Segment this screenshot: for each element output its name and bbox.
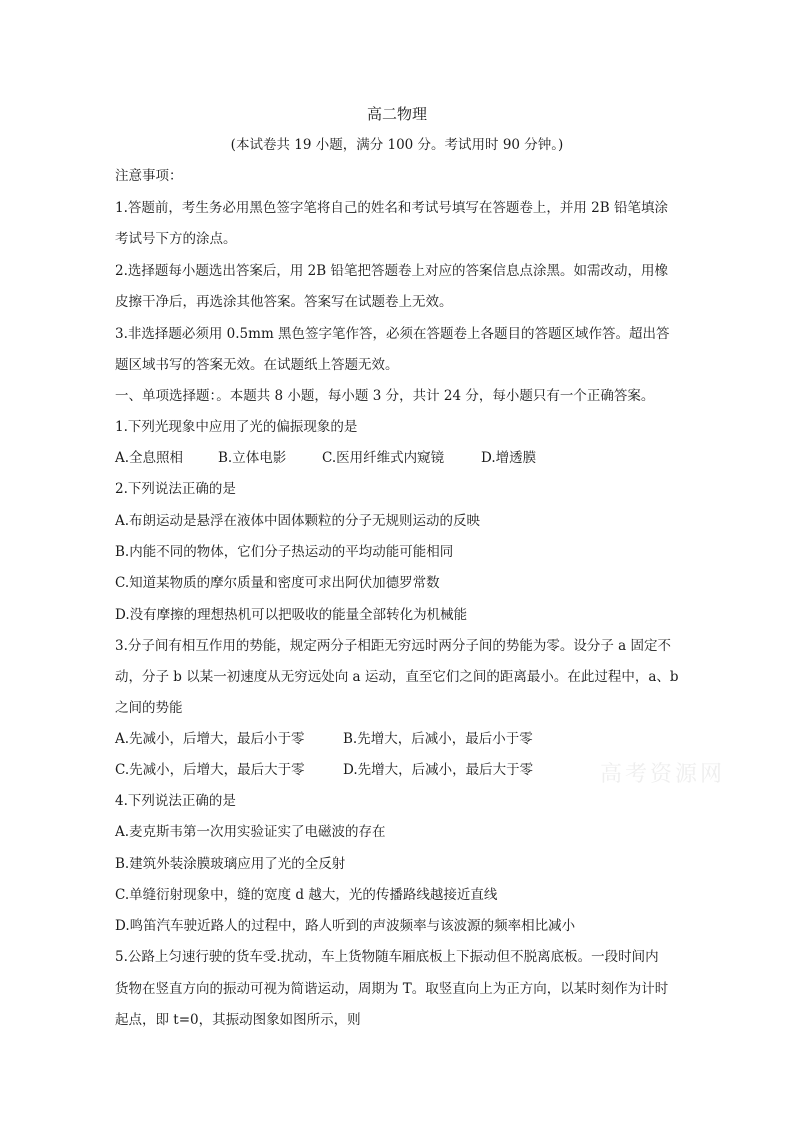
question-4-option-a: A.麦克斯韦第一次用实验证实了电磁波的存在 (115, 824, 386, 840)
question-2-option-d: D.没有摩擦的理想热机可以把吸收的能量全部转化为机械能 (115, 607, 468, 623)
question-3-option-d: D.先增大，后减小，最后大于零 (343, 762, 534, 778)
page-title: 高二物理 (366, 105, 427, 123)
question-3-option-a: A.先减小，后增大，最后小于零 (115, 731, 305, 747)
question-2-option-a: A.布朗运动是悬浮在液体中固体颗粒的分子无规则运动的反映 (115, 513, 481, 529)
question-1-option-b: B.立体电影 (218, 450, 287, 466)
watermark-text: 高考资源网 (600, 762, 726, 787)
question-3-option-c: C.先减小，后增大，最后大于零 (115, 762, 305, 778)
question-1-stem: 1.下列光现象中应用了光的偏振现象的是 (115, 419, 358, 435)
question-5-stem-line: 5.公路上匀速行驶的货车受.扰动，车上货物随车厢底板上下振动但不脱离底板。一段时间内 (115, 949, 659, 965)
exam-info: (本试卷共 19 小题，满分 100 分。考试用时 90 分钟。) (230, 137, 564, 153)
question-5-stem-line: 货物在竖直方向的振动可视为简谐运动，周期为 T。取竖直向上为正方向，以某时刻作为计时 (115, 981, 669, 997)
question-3-option-b: B.先增大，后减小，最后小于零 (343, 731, 533, 747)
notice-line: 2.选择题每小题选出答案后，用 2B 铅笔把答题卷上对应的答案信息点涂黑。如需改动，用橡 (115, 263, 668, 279)
question-4-stem: 4.下列说法正确的是 (115, 793, 236, 809)
notice-line: 3.非选择题必须用 0.5mm 黑色签字笔作答，必须在答题卷上各题目的答题区域作答。超出答 (115, 326, 670, 342)
question-4-option-d: D.鸣笛汽车驶近路人的过程中，路人听到的声波频率与该波源的频率相比减小 (115, 918, 576, 934)
question-5-stem-line: 起点，即 t=0，其振动图象如图所示，则 (115, 1012, 361, 1028)
question-4-option-c: C.单缝衍射现象中，缝的宽度 d 越大，光的传播路线越接近直线 (115, 887, 498, 903)
question-3-stem-line: 之间的势能 (115, 700, 183, 716)
section-heading: 一、单项选择题：。本题共 8 小题，每小题 3 分，共计 24 分，每小题只有一个正确答案。 (115, 388, 655, 404)
notice-line: 1.答题前，考生务必用黑色签字笔将自己的姓名和考试号填写在答题卷上，并用 2B 铅笔填涂 (115, 200, 668, 216)
question-2-option-c: C.知道某物质的摩尔质量和密度可求出阿伏加德罗常数 (115, 575, 440, 591)
notice-line: 皮擦干净后，再选涂其他答案。答案写在试题卷上无效。 (115, 294, 453, 310)
notice-line: 题区域书写的答案无效。在试题纸上答题无效。 (115, 357, 399, 373)
question-2-stem: 2.下列说法正确的是 (115, 481, 236, 497)
question-2-option-b: B.内能不同的物体，它们分子热运动的平均动能可能相同 (115, 544, 454, 560)
question-1-option-c: C.医用纤维式内窥镜 (322, 450, 445, 466)
notice-heading: 注意事项： (115, 168, 183, 184)
notice-line: 考试号下方的涂点。 (115, 231, 237, 247)
question-1-option-d: D.增透膜 (481, 450, 537, 466)
question-1-option-a: A.全息照相 (115, 450, 184, 466)
question-3-stem-line: 3.分子间有相互作用的势能，规定两分子相距无穷远时两分子间的势能为零。设分子 a 固定不 (115, 638, 672, 654)
question-3-stem-line: 动，分子 b 以某一初速度从无穷远处向 a 运动，直至它们之间的距离最小。在此过程中，a、b (115, 669, 679, 685)
question-4-option-b: B.建筑外装涂膜玻璃应用了光的全反射 (115, 856, 346, 872)
